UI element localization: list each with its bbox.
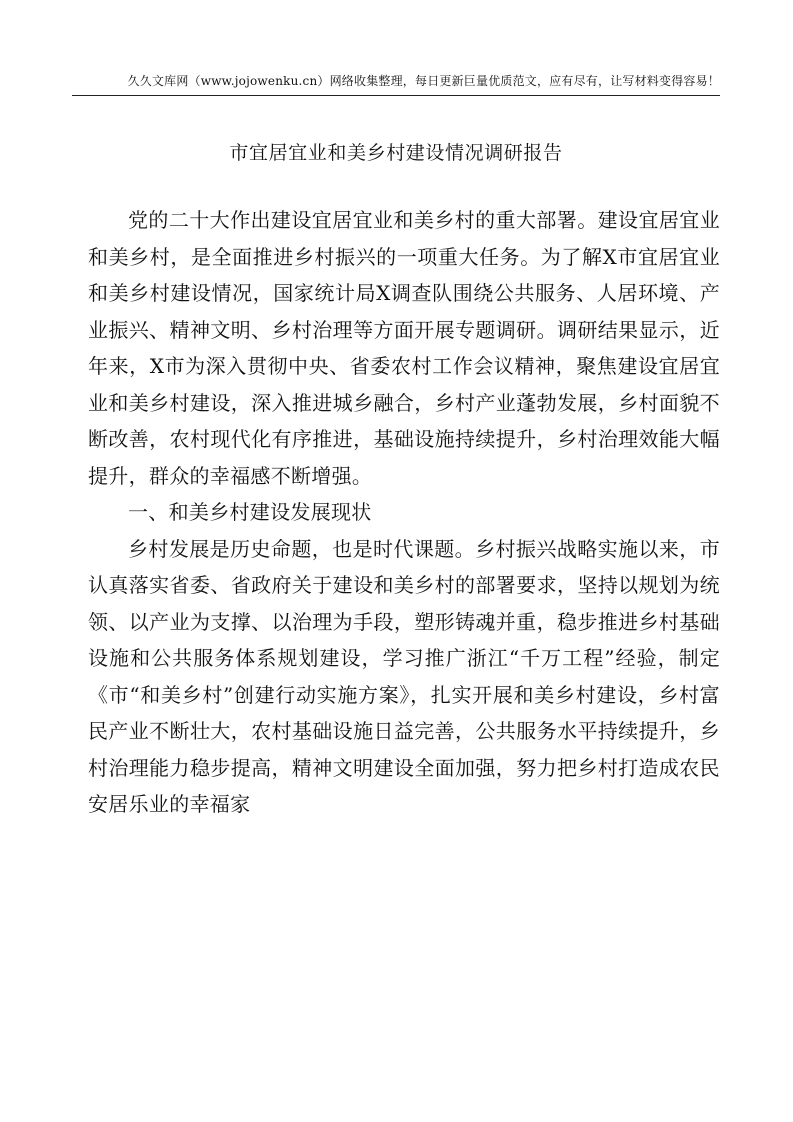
body-paragraph-intro: 党的二十大作出建设宜居宜业和美乡村的重大部署。建设宜居宜业和美乡村，是全面推进乡村振兴的一项重大任务。为了解X市宜居宜业和美乡村建设情况，国家统计局X调查队围绕公共服务、人居环境、产业振兴、精神文明、乡村治理等方面开展专题调研。调研结果显示，近年来，X市为深入贯彻中央、省委农村工作会议精神，聚焦建设宜居宜业和美乡村建设，深入推进城乡融合，乡村产业蓬勃发展，乡村面貌不断改善，农村现代化有序推进，基础设施持续提升，乡村治理效能大幅提升，群众的幸福感不断增强。 xyxy=(88,208,720,488)
page-header: 久久文库网（www.jojowenku.cn）网络收集整理，每日更新巨量优质范文，应有尽有，让写材料变得容易！ xyxy=(127,74,720,88)
header-divider xyxy=(72,95,720,96)
section-heading: 一、和美乡村建设发展现状 xyxy=(128,500,372,524)
body-paragraph-section-1: 乡村发展是历史命题，也是时代课题。乡村振兴战略实施以来，市认真落实省委、省政府关于建设和美乡村的部署要求，坚持以规划为统领、以产业为支撑、以治理为手段，塑形铸魂并重，稳步推进乡村基础设施和公共服务体系规划建设，学习推广浙江“千万工程”经验，制定《市“和美乡村”创建行动实施方案》，扎实开展和美乡村建设，乡村富民产业不断壮大，农村基础设施日益完善，公共服务水平持续提升，乡村治理能力稳步提高，精神文明建设全面加强，努力把乡村打造成农民安居乐业的幸福家 xyxy=(88,536,720,816)
document-body xyxy=(88,202,720,823)
document-title: 市宜居宜业和美乡村建设情况调研报告 xyxy=(229,142,563,164)
